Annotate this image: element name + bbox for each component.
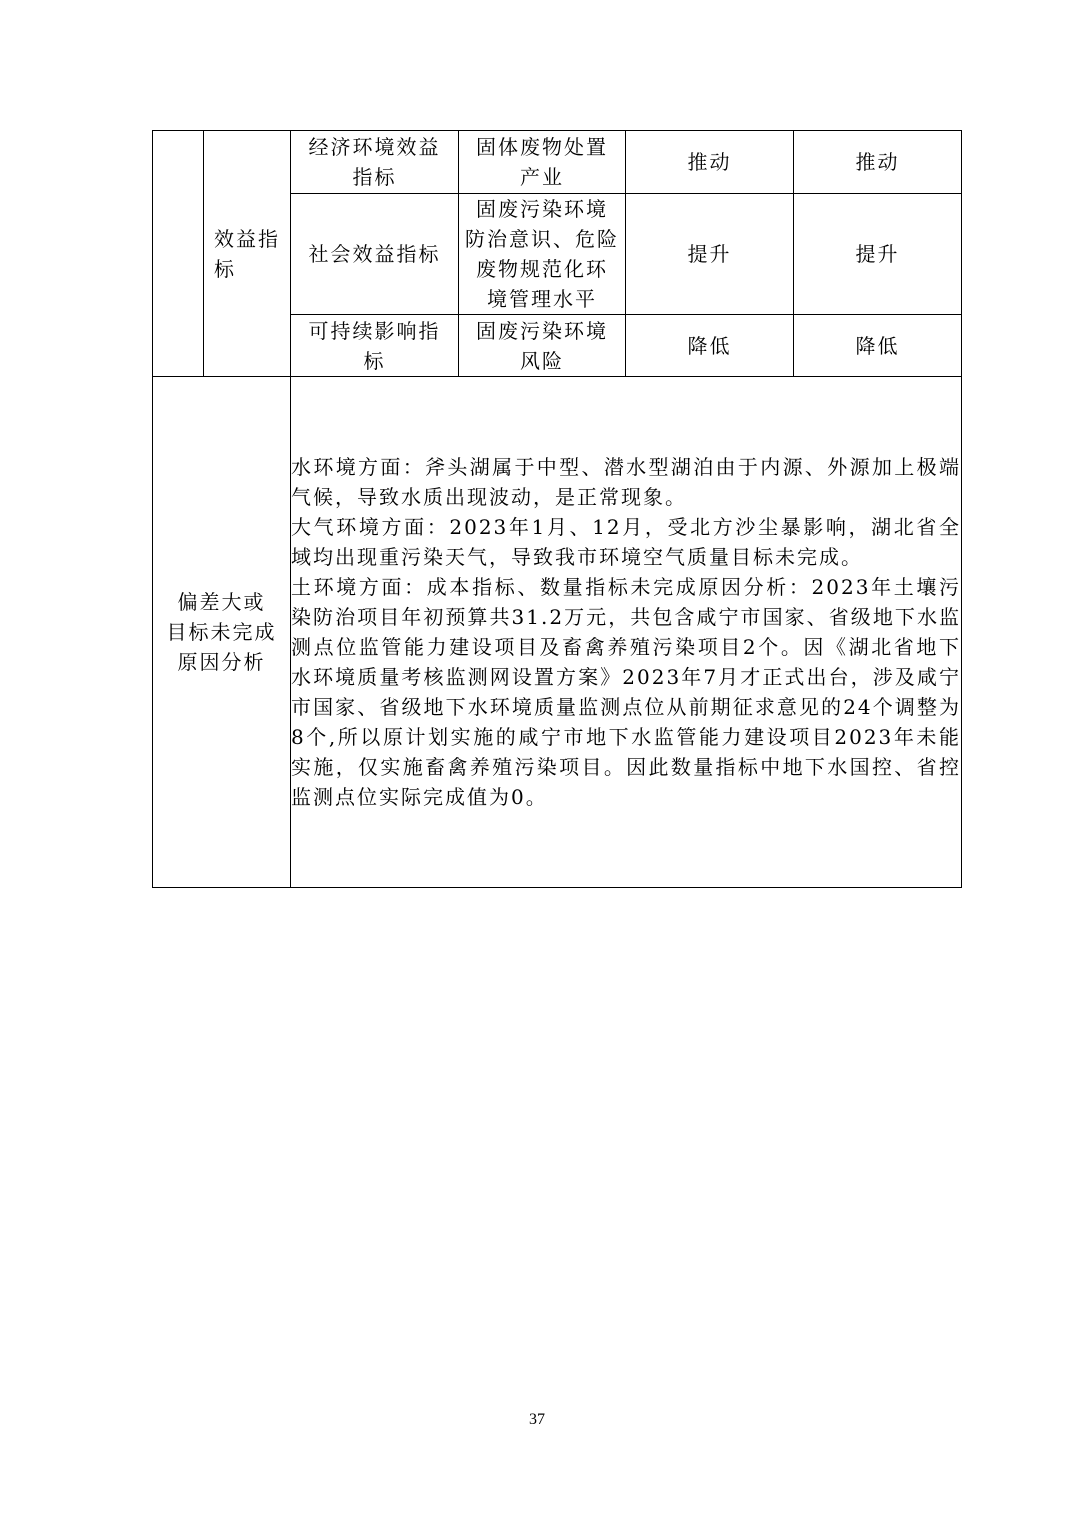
tertiary-indicator: 固体废物处置 产业 xyxy=(476,135,608,189)
first-level-indicator-cell xyxy=(153,131,204,377)
soil-environment-paragraph: 土环境方面：成本指标、数量指标未完成原因分析：2023年土壤污染防治项目年初预算共31.2万元，共包含咸宁市国家、省级地下水监测点位监管能力建设项目及畜禽养殖污染项目2个。因《湖北省地下水环境质量考核监测网设置方案》2023年7月才正式出台，涉及咸宁市国家、省级地下水环境质量监测点位从前期征求意见的24个调整为8个,所以原计划实施的咸宁市地下水监管能力建设项目2023年未能实施，仅实施畜禽养殖污染项目。因此数量指标中地下水国控、省控监测点位实际完成值为0。 xyxy=(291,575,961,809)
secondary-indicator: 可持续影响指 标 xyxy=(308,318,441,373)
target-value: 提升 xyxy=(687,242,732,266)
analysis-label-cell xyxy=(153,377,291,888)
benefit-group-cell xyxy=(204,131,291,377)
target-value: 推动 xyxy=(687,150,732,174)
analysis-label: 偏差大或 目标未完成 原因分析 xyxy=(166,590,277,674)
benefit-group-label: 效益指 标 xyxy=(214,226,280,281)
analysis-content-cell xyxy=(291,377,962,888)
water-environment-paragraph: 水环境方面：斧头湖属于中型、潜水型湖泊由于内源、外源加上极端气候，导致水质出现波动，是正常现象。 xyxy=(291,455,961,509)
actual-value-cell xyxy=(794,131,962,194)
secondary-indicator-cell xyxy=(291,315,459,377)
actual-value: 提升 xyxy=(855,242,900,266)
air-environment-paragraph: 大气环境方面：2023年1月、12月，受北方沙尘暴影响，湖北省全域均出现重污染天气，导致我市环境空气质量目标未完成。 xyxy=(291,515,961,569)
secondary-indicator: 经济环境效益 指标 xyxy=(308,135,441,189)
actual-value-cell xyxy=(794,315,962,377)
tertiary-indicator: 固废污染环境 风险 xyxy=(476,318,608,373)
secondary-indicator-cell xyxy=(291,194,459,315)
page-number: 37 xyxy=(529,1411,545,1428)
tertiary-indicator-cell xyxy=(459,194,626,315)
target-value: 降低 xyxy=(687,333,732,358)
target-value-cell xyxy=(626,131,794,194)
tertiary-indicator-cell xyxy=(459,131,626,194)
secondary-indicator-cell xyxy=(291,131,459,194)
actual-value: 推动 xyxy=(855,150,900,174)
analysis-row xyxy=(153,377,962,888)
target-value-cell xyxy=(626,194,794,315)
tertiary-indicator-cell xyxy=(459,315,626,377)
tertiary-indicator: 固废污染环境 防治意识、危险 废物规范化环 境管理水平 xyxy=(465,197,619,311)
performance-indicator-table xyxy=(152,130,962,888)
target-value-cell xyxy=(626,315,794,377)
table-row xyxy=(153,131,962,194)
actual-value-cell xyxy=(794,194,962,315)
secondary-indicator: 社会效益指标 xyxy=(308,242,441,266)
actual-value: 降低 xyxy=(855,333,900,358)
